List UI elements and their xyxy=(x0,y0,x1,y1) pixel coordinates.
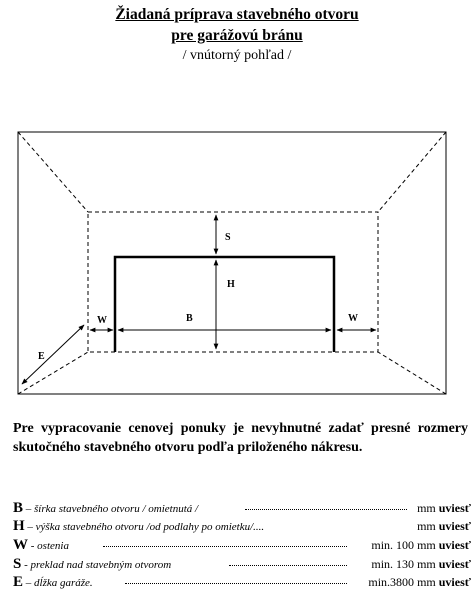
legend-unit: mm xyxy=(417,538,436,552)
legend-dash: – xyxy=(23,577,35,589)
instruction-paragraph: Pre vypracovanie cenovej ponuky je nevyhnutné zadať presné rozmery skutočného stavebného otvoru podľa priloženého nákresu. xyxy=(13,421,468,455)
outer-frame xyxy=(18,132,446,394)
legend-row-e xyxy=(13,574,471,592)
title-line-3: / vnútorný pohľad / xyxy=(182,48,292,63)
dim-e-line xyxy=(22,325,84,384)
legend-unit: mm xyxy=(417,519,436,533)
legend-action: uviesť xyxy=(438,557,471,571)
legend-value: min. 130 xyxy=(371,557,415,571)
label-h: H xyxy=(227,279,235,290)
legend-action: uviesť xyxy=(438,501,471,515)
legend-row-h xyxy=(13,518,471,536)
garage-opening-diagram xyxy=(0,118,474,408)
legend-letter: S xyxy=(13,556,22,572)
legend-desc: dĺžka garáže. xyxy=(34,577,93,589)
label-w-right: W xyxy=(348,313,358,324)
legend-dash: – xyxy=(24,521,36,533)
legend-action: uviesť xyxy=(438,575,471,589)
label-s: S xyxy=(225,232,231,243)
title-line-2: pre garážovú bránu xyxy=(171,27,303,44)
label-w-left: W xyxy=(97,315,107,326)
legend-row-b xyxy=(13,500,471,518)
leader-dots xyxy=(245,509,407,510)
legend-desc: výška stavebného otvoru /od podlahy po omietku/.... xyxy=(35,521,265,533)
legend-letter: W xyxy=(13,537,28,553)
garage-opening xyxy=(115,257,334,352)
legend-desc: preklad nad stavebným otvorom xyxy=(30,559,172,571)
leader-dots xyxy=(125,583,347,584)
legend-dash: - xyxy=(28,540,38,552)
legend-letter: B xyxy=(13,500,24,516)
legend-row-w xyxy=(13,537,471,555)
legend-action: uviesť xyxy=(438,519,471,533)
label-e: E xyxy=(38,351,45,362)
legend-dash: - xyxy=(21,559,31,571)
legend-value: min. 100 xyxy=(371,538,415,552)
perspective-lines xyxy=(18,132,446,394)
legend-letter: H xyxy=(13,518,25,534)
leader-dots xyxy=(229,565,347,566)
legend-desc: ostenia xyxy=(37,540,69,552)
leader-dots xyxy=(103,546,347,547)
title-line-1: Žiadaná príprava stavebného otvoru xyxy=(115,6,359,23)
legend-unit: mm xyxy=(417,501,436,515)
legend-value: min.3800 xyxy=(368,575,415,589)
legend-action: uviesť xyxy=(438,538,471,552)
legend-desc: šírka stavebného otvoru / omietnutá / xyxy=(34,503,199,515)
legend-row-s xyxy=(13,556,471,574)
legend-dash: – xyxy=(23,503,35,515)
legend-letter: E xyxy=(13,574,24,590)
legend-unit: mm xyxy=(417,557,436,571)
label-b: B xyxy=(186,313,193,324)
legend-unit: mm xyxy=(417,575,436,589)
